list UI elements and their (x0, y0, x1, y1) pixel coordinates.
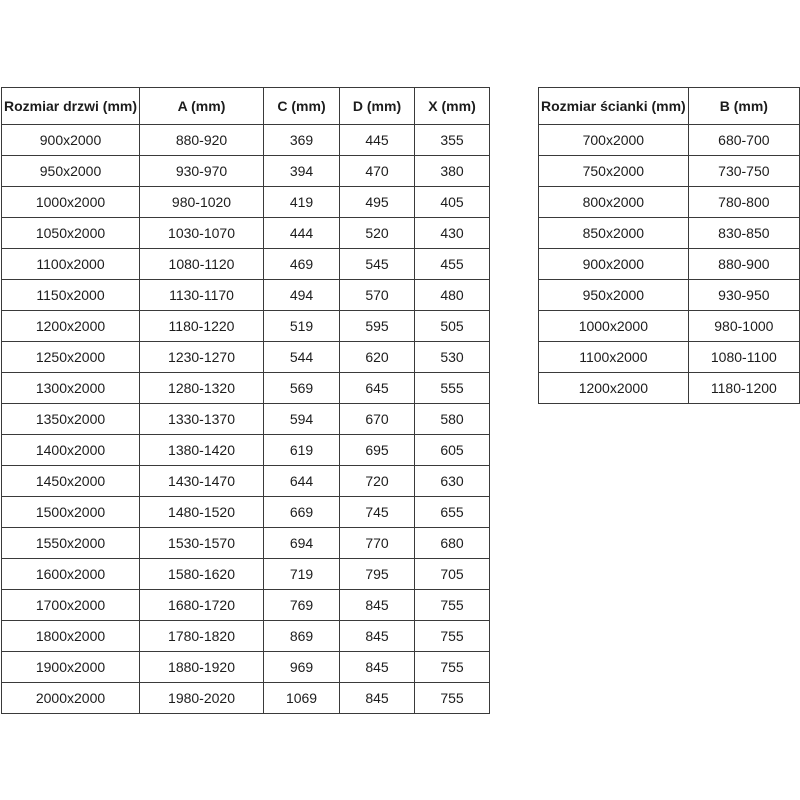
table-cell: 880-900 (688, 249, 799, 280)
table-cell: 800x2000 (539, 187, 689, 218)
table-row (2, 435, 490, 466)
table-cell: 980-1020 (140, 187, 264, 218)
table-cell: 755 (415, 621, 490, 652)
table-cell: 900x2000 (539, 249, 689, 280)
table-cell: 594 (264, 404, 340, 435)
table-row (539, 280, 800, 311)
table-row (539, 218, 800, 249)
table-cell: 520 (340, 218, 415, 249)
table-cell: 1900x2000 (2, 652, 140, 683)
table-row (539, 187, 800, 218)
table-row (2, 528, 490, 559)
table-cell: 369 (264, 125, 340, 156)
table-row (2, 404, 490, 435)
table-cell: 505 (415, 311, 490, 342)
table-cell: 645 (340, 373, 415, 404)
table-cell: 619 (264, 435, 340, 466)
column-header-c-mm: C (mm) (264, 88, 340, 125)
table-cell: 1600x2000 (2, 559, 140, 590)
table-cell: 980-1000 (688, 311, 799, 342)
table-cell: 1700x2000 (2, 590, 140, 621)
table-cell: 755 (415, 652, 490, 683)
table-cell: 930-950 (688, 280, 799, 311)
table-row (2, 466, 490, 497)
table-cell: 1230-1270 (140, 342, 264, 373)
table-cell: 444 (264, 218, 340, 249)
table-row (2, 559, 490, 590)
table-row (2, 652, 490, 683)
table-cell: 455 (415, 249, 490, 280)
table-cell: 595 (340, 311, 415, 342)
table-cell: 755 (415, 590, 490, 621)
table-cell: 750x2000 (539, 156, 689, 187)
column-header-rozmiar-scianki: Rozmiar ścianki (mm) (539, 88, 689, 125)
door-size-table (1, 87, 490, 714)
table-cell: 850x2000 (539, 218, 689, 249)
table-cell: 545 (340, 249, 415, 280)
table-cell: 430 (415, 218, 490, 249)
table-row (539, 342, 800, 373)
table-cell: 1350x2000 (2, 404, 140, 435)
table-cell: 845 (340, 590, 415, 621)
table-cell: 644 (264, 466, 340, 497)
table-cell: 495 (340, 187, 415, 218)
table-cell: 1000x2000 (2, 187, 140, 218)
wall-size-table (538, 87, 800, 404)
table-cell: 845 (340, 621, 415, 652)
table-cell: 694 (264, 528, 340, 559)
table-cell: 1800x2000 (2, 621, 140, 652)
table-cell: 355 (415, 125, 490, 156)
table-cell: 405 (415, 187, 490, 218)
column-header-x-mm: X (mm) (415, 88, 490, 125)
table-cell: 680 (415, 528, 490, 559)
table-row (2, 342, 490, 373)
table-row (2, 280, 490, 311)
table-cell: 1180-1220 (140, 311, 264, 342)
table-cell: 755 (415, 683, 490, 714)
table-cell: 680-700 (688, 125, 799, 156)
table-cell: 880-920 (140, 125, 264, 156)
table-cell: 1330-1370 (140, 404, 264, 435)
wall-size-table-body (539, 125, 800, 404)
table-cell: 1280-1320 (140, 373, 264, 404)
table-cell: 1580-1620 (140, 559, 264, 590)
table-cell: 1880-1920 (140, 652, 264, 683)
table-cell: 1530-1570 (140, 528, 264, 559)
table-cell: 845 (340, 652, 415, 683)
table-row (2, 125, 490, 156)
table-row (2, 497, 490, 528)
table-cell: 419 (264, 187, 340, 218)
table-cell: 1080-1100 (688, 342, 799, 373)
table-cell: 1450x2000 (2, 466, 140, 497)
table-cell: 745 (340, 497, 415, 528)
table-cell: 1200x2000 (2, 311, 140, 342)
table-cell: 1130-1170 (140, 280, 264, 311)
table-row (2, 156, 490, 187)
table-cell: 1300x2000 (2, 373, 140, 404)
table-cell: 530 (415, 342, 490, 373)
table-cell: 730-750 (688, 156, 799, 187)
table-cell: 1000x2000 (539, 311, 689, 342)
table-cell: 1200x2000 (539, 373, 689, 404)
table-cell: 705 (415, 559, 490, 590)
table-cell: 670 (340, 404, 415, 435)
table-row (539, 373, 800, 404)
table-cell: 770 (340, 528, 415, 559)
table-cell: 580 (415, 404, 490, 435)
table-row (2, 590, 490, 621)
table-row (2, 187, 490, 218)
table-cell: 519 (264, 311, 340, 342)
table-cell: 719 (264, 559, 340, 590)
table-cell: 1500x2000 (2, 497, 140, 528)
table-cell: 769 (264, 590, 340, 621)
wall-table-header-row (539, 88, 800, 125)
column-header-d-mm: D (mm) (340, 88, 415, 125)
table-row (2, 218, 490, 249)
table-cell: 605 (415, 435, 490, 466)
table-cell: 630 (415, 466, 490, 497)
table-cell: 969 (264, 652, 340, 683)
table-cell: 950x2000 (539, 280, 689, 311)
table-cell: 780-800 (688, 187, 799, 218)
table-cell: 1100x2000 (2, 249, 140, 280)
table-cell: 1030-1070 (140, 218, 264, 249)
table-row (539, 249, 800, 280)
table-cell: 1100x2000 (539, 342, 689, 373)
table-cell: 470 (340, 156, 415, 187)
table-cell: 900x2000 (2, 125, 140, 156)
table-cell: 1780-1820 (140, 621, 264, 652)
table-row (539, 311, 800, 342)
table-cell: 480 (415, 280, 490, 311)
table-cell: 1430-1470 (140, 466, 264, 497)
door-table-header-row (2, 88, 490, 125)
table-cell: 720 (340, 466, 415, 497)
column-header-b-mm: B (mm) (688, 88, 799, 125)
table-cell: 1550x2000 (2, 528, 140, 559)
table-cell: 655 (415, 497, 490, 528)
table-cell: 695 (340, 435, 415, 466)
table-cell: 930-970 (140, 156, 264, 187)
door-size-table-body (2, 125, 490, 714)
table-cell: 569 (264, 373, 340, 404)
table-row (539, 125, 800, 156)
table-cell: 845 (340, 683, 415, 714)
table-cell: 1680-1720 (140, 590, 264, 621)
table-cell: 570 (340, 280, 415, 311)
table-cell: 795 (340, 559, 415, 590)
table-cell: 1250x2000 (2, 342, 140, 373)
table-cell: 494 (264, 280, 340, 311)
table-cell: 1980-2020 (140, 683, 264, 714)
table-cell: 830-850 (688, 218, 799, 249)
table-cell: 620 (340, 342, 415, 373)
table-cell: 1400x2000 (2, 435, 140, 466)
table-cell: 1050x2000 (2, 218, 140, 249)
table-cell: 700x2000 (539, 125, 689, 156)
table-cell: 1380-1420 (140, 435, 264, 466)
table-row (2, 249, 490, 280)
table-row (539, 156, 800, 187)
table-row (2, 621, 490, 652)
table-cell: 1069 (264, 683, 340, 714)
table-cell: 380 (415, 156, 490, 187)
table-cell: 869 (264, 621, 340, 652)
table-cell: 445 (340, 125, 415, 156)
table-cell: 950x2000 (2, 156, 140, 187)
table-cell: 669 (264, 497, 340, 528)
table-cell: 1480-1520 (140, 497, 264, 528)
table-cell: 469 (264, 249, 340, 280)
table-cell: 1150x2000 (2, 280, 140, 311)
table-cell: 1180-1200 (688, 373, 799, 404)
table-cell: 394 (264, 156, 340, 187)
table-cell: 1080-1120 (140, 249, 264, 280)
table-row (2, 373, 490, 404)
table-row (2, 311, 490, 342)
table-row (2, 683, 490, 714)
table-cell: 555 (415, 373, 490, 404)
column-header-a-mm: A (mm) (140, 88, 264, 125)
table-cell: 2000x2000 (2, 683, 140, 714)
table-cell: 544 (264, 342, 340, 373)
column-header-rozmiar-drzwi: Rozmiar drzwi (mm) (2, 88, 140, 125)
